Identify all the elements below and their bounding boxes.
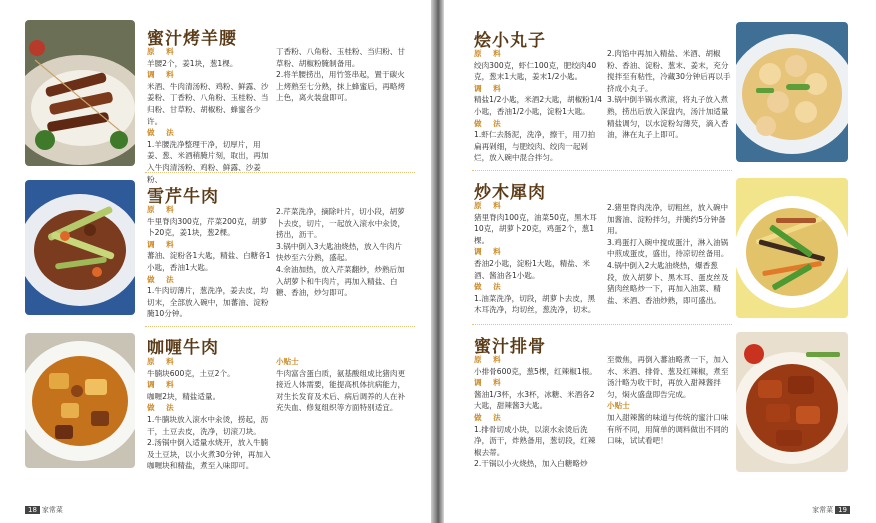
divider [145, 172, 415, 173]
section-heading: 原 料 [474, 201, 503, 210]
tip-heading: 小贴士 [276, 357, 299, 366]
recipe-title: 炒木犀肉 [474, 183, 546, 203]
book-gutter [431, 0, 444, 523]
divider [472, 324, 732, 325]
recipe-method-column [276, 206, 406, 299]
lamb-kidney-photo [25, 20, 135, 166]
left-page [0, 0, 431, 523]
tip-text: 加入甜辣酱的味道与传统的蜜汁口味有所不同，用简单的调料做出不同的口味，试试看吧！ [607, 412, 729, 446]
section-text: 小排骨600克，葱5棵，红辣椒1根。 [474, 366, 597, 376]
book-title: 家常菜 [41, 506, 63, 514]
tip-heading: 小贴士 [607, 401, 630, 411]
section-heading: 原 料 [474, 355, 503, 364]
section-text: 绞肉300克，虾仁100克，肥绞肉40克，葱末1大匙，姜末1/2小匙。 [474, 60, 597, 82]
recipe-ingredients-column [147, 204, 271, 320]
divider [472, 170, 732, 171]
section-text: 1.虾仁去肠泥，洗净，擦干，用刀拍扁再剁细，与肥绞肉、绞肉一起剁烂，放入碗中混合拌匀。 [474, 130, 596, 163]
section-heading: 做 法 [147, 274, 176, 284]
section-text: 牛里脊肉300克，芹菜200克，胡萝卜20克，姜1块，葱2棵。 [147, 216, 268, 238]
section-text: 1.牛肉切薄片，葱洗净，姜去皮，均切末，全部放入碗中，加蕃油、淀粉腌10分钟。 [147, 286, 269, 319]
section-heading: 做 法 [474, 118, 503, 128]
section-text: 咖喱2块，精盐适量。 [147, 391, 221, 401]
divider [145, 326, 415, 327]
section-text: 蕃油、淀粉各1大匙，精盐、白糖各1小匙，香油1大匙。 [147, 251, 271, 272]
section-text: 1.排骨切成小块，以滚水汆烫后洗净，沥干，炸熟备用，葱切段，红辣椒去蒂。 2.干锅以小火烧热，加入白糖略炒 [474, 424, 596, 469]
right-page [444, 0, 876, 523]
recipe-ingredients-column [474, 200, 602, 316]
recipe-title: 烩小丸子 [474, 31, 546, 51]
page-footer [25, 505, 63, 515]
section-heading: 调 料 [474, 83, 503, 93]
section-text: 精盐1/2小匙，米酒2大匙，胡椒粉1/4小匙，香油1/2小匙，淀粉1大匙。 [474, 95, 602, 116]
section-heading: 原 料 [147, 205, 176, 214]
recipe-tip-column [276, 356, 406, 414]
book-title: 家常菜 [812, 506, 834, 514]
recipe-ingredients-column [474, 48, 602, 164]
section-text: 香油2小匙，淀粉1大匙，精盐、米酒、酱油各1小匙。 [474, 258, 590, 280]
recipe-ingredients-column [147, 46, 271, 185]
section-heading: 调 料 [474, 378, 503, 388]
recipe-ingredients-column [147, 356, 271, 472]
section-heading: 做 法 [147, 403, 176, 413]
section-text: 2.芹菜洗净，摘除叶片，切小段，胡萝卜去皮，切片，一起放入滚水中汆烫，捞出，沥干。 3.锅中倒入3大匙油烧热，放入牛肉片快炒至六分熟，盛起。 4.余油加热，放入芹菜翻炒，炒熟后加入胡萝卜和牛肉片，再加入精盐、白糖、香油，炒匀即可。 [276, 207, 406, 298]
section-text: 2.猪里脊肉洗净，切粗丝，放入碗中加酱油、淀粉拌匀，并腌约5分钟备用。 3.鸡蛋打入碗中搅成蛋汁，淋入油锅中煎成蛋皮，盛出，待凉切丝备用。 4.锅中倒入2大匙油烧热，爆香葱段，放入胡萝卜、黑木耳、蛋皮丝及猪肉丝略炒一下，再加入油菜、精盐、米酒、香油炒熟，即可盛出。 [607, 203, 729, 305]
tip-text: 牛肉富含蛋白质，氨基酸组成比猪肉更接近人体需要，能提高机体抗病能力，对生长发育及术后、病后调养的人在补充失血、修复组织等方面特别适宜。 [276, 368, 406, 413]
section-heading: 原 料 [147, 47, 176, 56]
section-text: 1.油菜洗净，切段，胡萝卜去皮，黑木耳洗净，均切丝，葱洗净，切末。 [474, 293, 596, 315]
recipe-method-column [607, 48, 731, 141]
section-text: 羊腰2个，姜1块，葱1棵。 [147, 58, 238, 68]
recipe-title: 蜜汁排骨 [474, 337, 546, 357]
section-text: 1.牛腩块放入滚水中汆烫，捞起，沥干，土豆去皮，洗净，切滚刀块。 2.汤锅中倒入适量水烧开，放入牛腩及土豆块，以小火煮30分钟，再加入咖喱块和精盐，煮至入味即可。 [147, 414, 271, 471]
recipe-method-column [607, 354, 731, 447]
recipe-ingredients-column [474, 354, 602, 470]
section-heading: 调 料 [474, 247, 503, 257]
section-heading: 调 料 [147, 70, 176, 80]
section-heading: 做 法 [147, 128, 176, 138]
honey-ribs-photo [736, 332, 848, 472]
section-text: 至微焦，再倒入蕃油略煮一下，加入水、米酒、排骨、葱及红辣椒，煮至汤汁略为收干时，再放入甜辣酱拌匀，焖火盛盘即告完成。 [607, 355, 729, 399]
section-text: 1.羊腰洗净整理干净，切厚片，用姜、葱、米酒稍腌片刻，取出，再加入牛肉清汤粉、鸡粉、鲜露、沙姜粉、 [147, 139, 269, 184]
recipe-title: 雪芹牛肉 [147, 187, 219, 207]
section-text: 猪里脊肉100克，油菜50克，黑木耳10克，胡萝卜20克，鸡蛋2个，葱1棵。 [474, 212, 597, 245]
section-text: 酱油1/3杯，水3杯，冰糖、米酒各2大匙，甜辣酱3大匙。 [474, 389, 595, 411]
section-heading: 原 料 [474, 49, 503, 58]
section-text: 米酒、牛肉清汤粉、鸡粉、鲜露、沙姜粉、丁香粉、八角粉、玉桂粉、当归粉、甘草粉、胡椒粉、蜂蜜各少许。 [147, 81, 269, 126]
page-number: 18 [25, 506, 40, 514]
section-text: 牛腩块600克，土豆2个。 [147, 368, 235, 378]
page-number: 19 [835, 506, 850, 514]
curry-beef-photo [25, 333, 135, 468]
recipe-title: 蜜汁烤羊腰 [147, 29, 237, 49]
section-heading: 原 料 [147, 357, 176, 366]
celery-beef-photo [25, 180, 135, 315]
section-text: 2.肉馅中再加入精盐、米酒、胡椒粉、香油、淀粉、葱末、姜末，充分搅拌至有粘性，冷藏30分钟后再以手挤成小丸子。 3.锅中倒半锅水煮滚，将丸子放入煮熟，捞出后放入深盘内，汤汁加适量精盐调匀，以水淀粉勾薄芡，滴入香油，淋在丸子上即可。 [607, 49, 731, 140]
recipe-method-column [607, 202, 731, 306]
section-heading: 调 料 [147, 239, 176, 249]
recipe-method-column [276, 46, 406, 104]
section-text: 丁香粉、八角粉、玉桂粉、当归粉、甘草粉、胡椒粉腌制备用。 2.将羊腰捞出，用竹签串起，置于碳火上烤熟至七分熟，抹上蜂蜜后，再略烤上色，离火装盘即可。 [276, 47, 406, 103]
section-heading: 做 法 [474, 412, 503, 422]
section-heading: 做 法 [474, 282, 503, 292]
recipe-title: 咖喱牛肉 [147, 338, 219, 358]
page-footer [812, 505, 850, 515]
moo-shu-pork-photo [736, 178, 848, 318]
meatballs-photo [736, 22, 848, 162]
section-heading: 调 料 [147, 380, 176, 390]
